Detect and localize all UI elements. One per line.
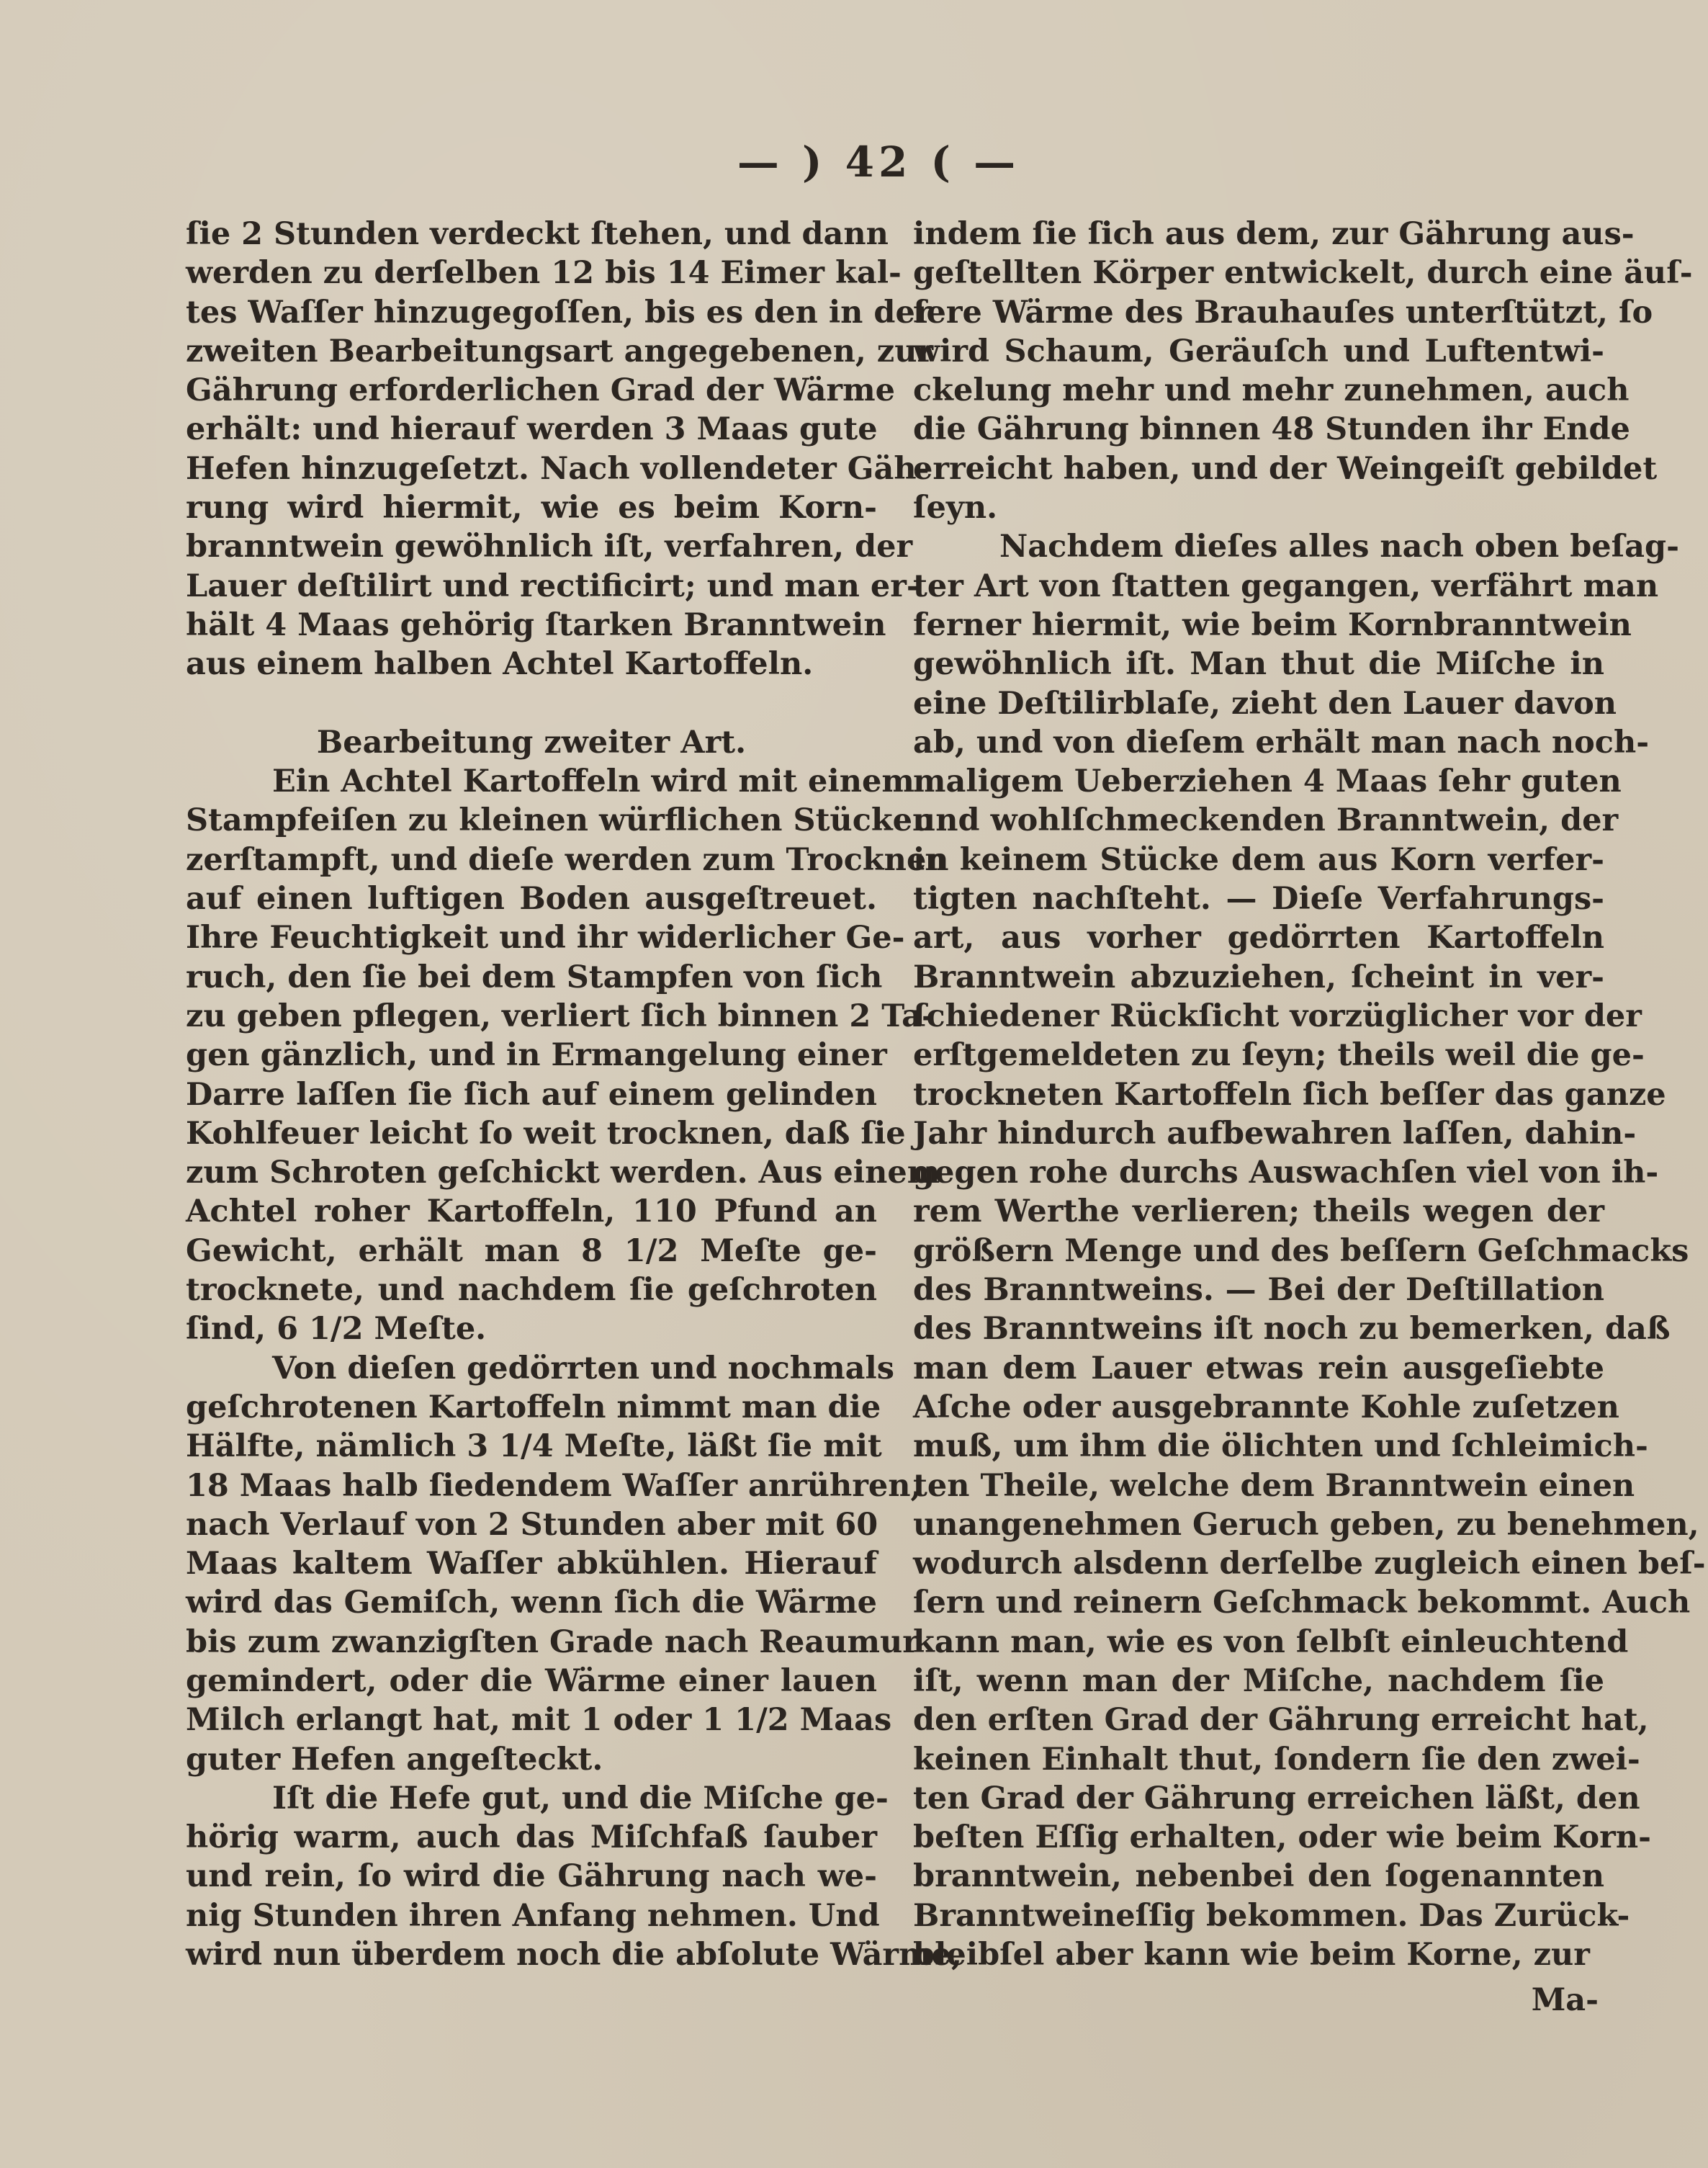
text-line: tigten nachſteht. — Dieſe Verfahrungs- — [913, 881, 1604, 918]
text-line: geſtellten Körper entwickelt, durch eine äuſ- — [913, 255, 1693, 292]
text-line: man dem Lauer etwas rein ausgeſiebte — [913, 1350, 1604, 1387]
text-line: ter Art von ſtatten gegangen, verfährt man — [913, 568, 1659, 604]
text-line: Lauer deſtilirt und rectificirt; und man er- — [186, 568, 920, 604]
text-line: muß, um ihm die ölichten und ſchleimich- — [913, 1428, 1648, 1465]
text-line: ferner hiermit, wie beim Kornbranntwein — [913, 606, 1632, 643]
text-line: eine Deſtilirblaſe, zieht den Lauer davon — [913, 685, 1617, 722]
text-line: ab, und von dieſem erhält man nach noch- — [913, 724, 1650, 761]
text-line: keinen Einhalt thut, ſondern ſie den zwei- — [913, 1741, 1640, 1778]
text-line: ten Grad der Gährung erreichen läßt, den — [913, 1780, 1640, 1817]
text-line: guter Hefen angeſteckt. — [186, 1741, 603, 1778]
text-line: Gewicht, erhält man 8 1/2 Meſte ge- — [186, 1232, 877, 1269]
text-line: ſeyn. — [913, 490, 998, 527]
text-line: rem Werthe verlieren; theils wegen der — [913, 1193, 1604, 1230]
text-line: bleibſel aber kann wie beim Korne, zur — [913, 1937, 1590, 1974]
text-line: iſt, wenn man der Miſche, nachdem ſie — [913, 1662, 1604, 1699]
text-line: des Branntweins iſt noch zu bemerken, daß — [913, 1311, 1671, 1348]
text-line: branntwein, nebenbei den ſogenannten — [913, 1858, 1604, 1895]
text-line: Kohlfeuer leicht ſo weit trocknen, daß ſie — [186, 1115, 906, 1152]
text-line: indem ſie ſich aus dem, zur Gährung aus- — [913, 216, 1635, 252]
text-line: zu geben pflegen, verliert ſich binnen 2 Ta- — [186, 998, 935, 1034]
text-line: erreicht haben, und der Weingeiſt gebildet — [913, 450, 1658, 487]
text-line: Branntweineſſig bekommen. Das Zurück- — [913, 1897, 1630, 1934]
text-line: die Gährung binnen 48 Stunden ihr Ende — [913, 411, 1630, 448]
text-line: trockneten Kartoffeln ſich beſſer das ganze — [913, 1076, 1666, 1113]
text-line: gewöhnlich iſt. Man thut die Miſche in — [913, 646, 1604, 683]
text-line: kann man, wie es von ſelbſt einleuchtend — [913, 1623, 1629, 1660]
text-line: branntwein gewöhnlich iſt, verfahren, der — [186, 529, 913, 565]
text-line: ckelung mehr und mehr zunehmen, auch — [913, 372, 1630, 409]
text-line: maligem Ueberziehen 4 Maas ſehr guten — [913, 763, 1622, 800]
text-line: größern Menge und des beſſern Geſchmacks — [913, 1232, 1689, 1269]
text-line: aus einem halben Achtel Kartoffeln. — [186, 646, 814, 683]
text-line: ten Theile, welche dem Branntwein einen — [913, 1467, 1635, 1504]
text-line: gegen rohe durchs Auswachſen viel von ih- — [913, 1155, 1659, 1191]
text-line: Aſche oder ausgebrannte Kohle zuſetzen — [913, 1389, 1619, 1425]
text-line: werden zu derſelben 12 bis 14 Eimer kal- — [186, 255, 902, 292]
text-line: des Branntweins. — Bei der Deſtillation — [913, 1272, 1604, 1309]
text-line: zerſtampft, und dieſe werden zum Trocknen — [186, 841, 949, 878]
text-line: trocknete, und nachdem ſie geſchroten — [186, 1272, 877, 1309]
text-line: Gährung erforderlichen Grad der Wärme — [186, 372, 895, 409]
text-line: bis zum zwanzigſten Grade nach Reaumur — [186, 1623, 919, 1660]
text-line: wird Schaum, Geräuſch und Luftentwi- — [913, 333, 1604, 369]
text-line: ſere Wärme des Brauhauſes unterſtützt, ſo — [913, 294, 1653, 331]
text-line: art, aus vorher gedörrten Kartoffeln — [913, 920, 1604, 957]
text-line: Von dieſen gedörrten und nochmals — [272, 1350, 894, 1387]
text-line: Iſt die Hefe gut, und die Miſche ge- — [272, 1780, 889, 1817]
text-line: Jahr hindurch aufbewahren laſſen, dahin- — [913, 1115, 1637, 1152]
text-line: ſie 2 Stunden verdeckt ſtehen, und dann — [186, 216, 889, 252]
text-line: zum Schroten geſchickt werden. Aus einem — [186, 1155, 940, 1191]
text-line: Ein Achtel Kartoffeln wird mit einem — [272, 763, 914, 800]
text-line: wodurch alsdenn derſelbe zugleich einen beſ- — [913, 1546, 1706, 1582]
text-line: ſern und reinern Geſchmack bekommt. Auch — [913, 1585, 1691, 1621]
text-line: beſten Eſſig erhalten, oder wie beim Korn- — [913, 1819, 1651, 1856]
text-line: und wohlſchmeckenden Branntwein, der — [913, 802, 1619, 839]
text-line: Hefen hinzugeſetzt. Nach vollendeter Gäh- — [186, 450, 930, 487]
text-line: Stampfeiſen zu kleinen würflichen Stücken — [186, 802, 935, 839]
text-line: ruch, den ſie bei dem Stampfen von ſich — [186, 959, 883, 995]
text-line: unangenehmen Geruch geben, zu benehmen, — [913, 1506, 1699, 1543]
text-line: Ihre Feuchtigkeit und ihr widerlicher Ge- — [186, 920, 905, 957]
text-line: Branntwein abzuziehen, ſcheint in ver- — [913, 959, 1604, 995]
text-line: zweiten Bearbeitungsart angegebenen, zur — [186, 333, 934, 369]
text-line: 18 Maas halb ſiedendem Waſſer anrühren, — [186, 1467, 922, 1504]
catchword: Ma- — [1531, 1982, 1599, 2018]
text-line: Darre laſſen ſie ſich auf einem gelinden — [186, 1076, 877, 1113]
text-line: erhält: und hierauf werden 3 Maas gute — [186, 411, 878, 448]
text-line: ſind, 6 1/2 Meſte. — [186, 1311, 487, 1348]
text-line: tes Waſſer hinzugegoſſen, bis es den in der — [186, 294, 932, 331]
text-line: den erſten Grad der Gährung erreicht hat, — [913, 1702, 1649, 1739]
text-line — [186, 684, 877, 723]
text-line: nig Stunden ihren Anfang nehmen. Und — [186, 1897, 880, 1934]
text-line: wird das Gemiſch, wenn ſich die Wärme — [186, 1585, 877, 1621]
text-line: Milch erlangt hat, mit 1 oder 1 1/2 Maas — [186, 1702, 892, 1739]
text-line: hörig warm, auch das Miſchfaß ſauber — [186, 1819, 877, 1856]
text-line: und rein, ſo wird die Gährung nach we- — [186, 1858, 877, 1895]
text-line: Achtel roher Kartoffeln, 110 Pfund an — [186, 1193, 877, 1230]
page-number-header: — ) 42 ( — — [737, 138, 1020, 187]
text-line: geſchrotenen Kartoffeln nimmt man die — [186, 1389, 881, 1425]
text-line: ſchiedener Rückſicht vorzüglicher vor der — [913, 998, 1642, 1034]
text-line: erſtgemeldeten zu ſeyn; theils weil die ge- — [913, 1037, 1645, 1074]
text-line: hält 4 Maas gehörig ſtarken Branntwein — [186, 606, 886, 643]
text-line: nach Verlauf von 2 Stunden aber mit 60 — [186, 1506, 878, 1543]
text-line: Maas kaltem Waſſer abkühlen. Hierauf — [186, 1546, 877, 1582]
text-line: gemindert, oder die Wärme einer lauen — [186, 1662, 877, 1699]
right-text-column — [913, 215, 1706, 1974]
text-line: Hälfte, nämlich 3 1/4 Meſte, läßt ſie mit — [186, 1428, 882, 1465]
text-line: Nachdem dieſes alles nach oben beſag- — [999, 529, 1679, 565]
text-line: wird nun überdem noch die abſolute Wärme, — [186, 1937, 962, 1974]
text-line: Bearbeitung zweiter Art. — [316, 724, 747, 761]
text-line: rung wird hiermit, wie es beim Korn- — [186, 490, 877, 527]
text-line: auf einen luftigen Boden ausgeſtreuet. — [186, 881, 877, 918]
text-line: gen gänzlich, und in Ermangelung einer — [186, 1037, 887, 1074]
text-line: in keinem Stücke dem aus Korn verfer- — [913, 841, 1604, 878]
